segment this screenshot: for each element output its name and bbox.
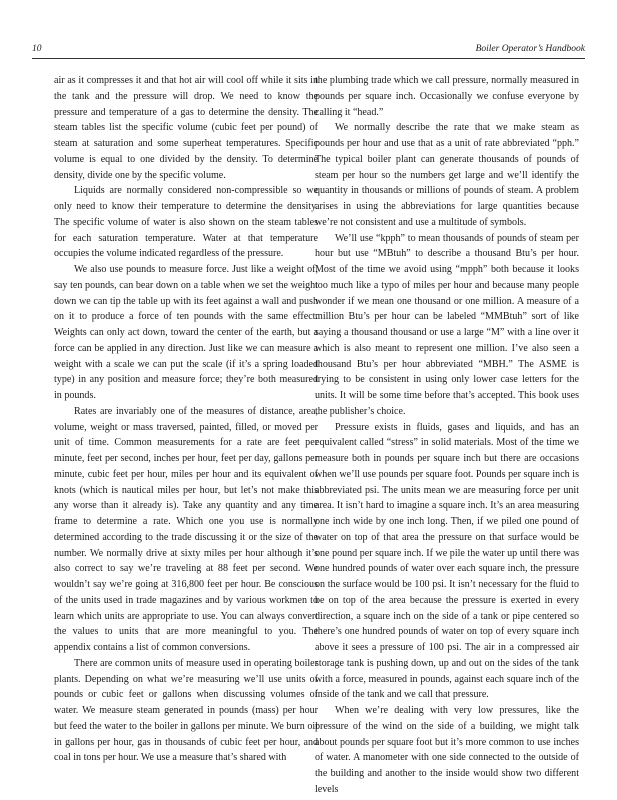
paragraph: We also use pounds to measure force. Just like a weight of, say ten pounds, can bear down on a table when we set the weight down we can tip the table up with its feet against a wall and push on it to produce a force of ten pounds with the same effect. Weights can only act down, toward the center of the earth, but a force can be applied in any direction. Just like we can measure a weight with a scale we can put the scale (if it’s a spring loaded type) in any position and measure force; they’re both measured in pounds. [54,264,318,401]
paragraph: the plumbing trade which we call pressure, normally measured in pounds per square inch. Occasionally we confuse everyone by calling it “head.” [315,75,579,118]
left-column [54,73,318,766]
paragraph: Rates are invariably one of the measures of distance, area, volume, weight or mass traversed, painted, filled, or moved per unit of time. Common measurements for a rate are feet per minute, feet per second, inches per hour, feet per day, gallons per minute, cubic feet per hour, miles per hour and its equivalent of knots (which is nautical miles per hour, but let’s not make this any worse than it already is). Take any quantity and any time frame to determine a rate. Which one you use is normally determined according to the trade discussing it or the size of the number. We normally drive at sixty miles per hour although it’s also correct to say we’re traveling at 88 feet per second. We wouldn’t say we’re going at 316,800 feet per hour. Be conscious of the units used in trade magazines and by various workmen to learn which units are appropriate to use. You can always convert the values to units that are more meaningful to you. The appendix contains a list of common conversions. [54,405,318,653]
page-number: 10 [32,44,42,54]
paragraph: We normally describe the rate that we make steam as pounds per hour and use that as a unit of rate abbreviated “pph.” The typical boiler plant can generate thousands of pounds of steam per hour so the numbers get large and we’ll identify the quantity in thousands or millions of pounds of steam. A problem arises in using the abbreviations for large quantities because we’re not consistent and use a multitude of symbols. [315,122,579,228]
paragraph: air as it compresses it and that hot air will cool off while it sits in the tank and the pressure will drop. We need to know the pressure and temperature of a gas to determine the density. The steam tables list the specific volume (cubic feet per pound) of steam at saturation and some superheat temperatures. Specific volume is equal to one divided by the density. To determine density, divide one by the specific volume. [54,75,318,181]
paragraph: Pressure exists in fluids, gases and liquids, and has an equivalent called “stress” in solid materials. Most of the time we measure both in pounds per square inch but there are occasions when we’ll use pounds per square foot. Pounds per square inch is abbreviated psi. The units mean we are measuring force per unit area. It isn’t hard to imagine a square inch. It’s an area measuring one inch wide by one inch long. Then, if we piled one pound of water on top of that area the pressure on that surface would be one pound per square inch. If we pile the water up until there was one hundred pounds of water over each square inch, the pressure on the surface would be 100 psi. It isn’t necessary for the fluid to be on top of the area because the pressure is exerted in every direction, a square inch on the side of a tank or pipe centered so there’s one hundred pounds of water on top of every square inch above it sees a pressure of 100 psi. The air in a compressed air storage tank is pushing down, up and out on the sides of the tank with a force, measured in pounds, against each square inch of the inside of the tank and we call that pressure. [315,421,579,701]
paragraph: When we’re dealing with very low pressures, like the pressure of the wind on the side of a building, we might talk about pounds per square foot but it’s more common to use inches of water. A manometer with one side connected to the outside of the building and another to the inside would show two different levels [315,705,579,795]
paragraph: Liquids are normally considered non-compressible so we only need to know their temperature to determine the density. The specific volume of water is also shown on the steam tables for each saturation temperature. Water at that temperature occupies the volume indicated regardless of the pressure. [54,185,318,260]
paragraph: There are common units of measure used in operating boiler plants. Depending on what we’re measuring we’ll use units of pounds or cubic feet or gallons when discussing volumes of water. We measure steam generated in pounds (mass) per hour but feed the water to the boiler in gallons per minute. We burn oil in gallons per hour, gas in thousands of cubic feet per hour, and coal in tons per hour. We use a measure that’s shared with [54,657,318,764]
paragraph: We’ll use “kpph” to mean thousands of pounds of steam per hour but use “MBtuh” to describe a thousand Btu’s per hour. Most of the time we avoid using “mpph” both because it looks too much like a typo of miles per hour and because many people wonder if we mean one thousand or one million. A measure of a million Btu’s per hour can be labeled “MMBtuh” sort of like saying a thousand thousand or use a large “M” with a line over it which is also meant to represent one million. I’ve also seen a thousand Btu’s per hour abbreviated “MBH.” The ASME is trying to be consistent in using only lower case letters for the units. It will be some time before that’s accepted. This book uses the publisher’s choice. [315,232,579,417]
book-title: Boiler Operator’s Handbook [475,44,585,54]
right-column [315,73,579,798]
header-rule [32,58,585,59]
